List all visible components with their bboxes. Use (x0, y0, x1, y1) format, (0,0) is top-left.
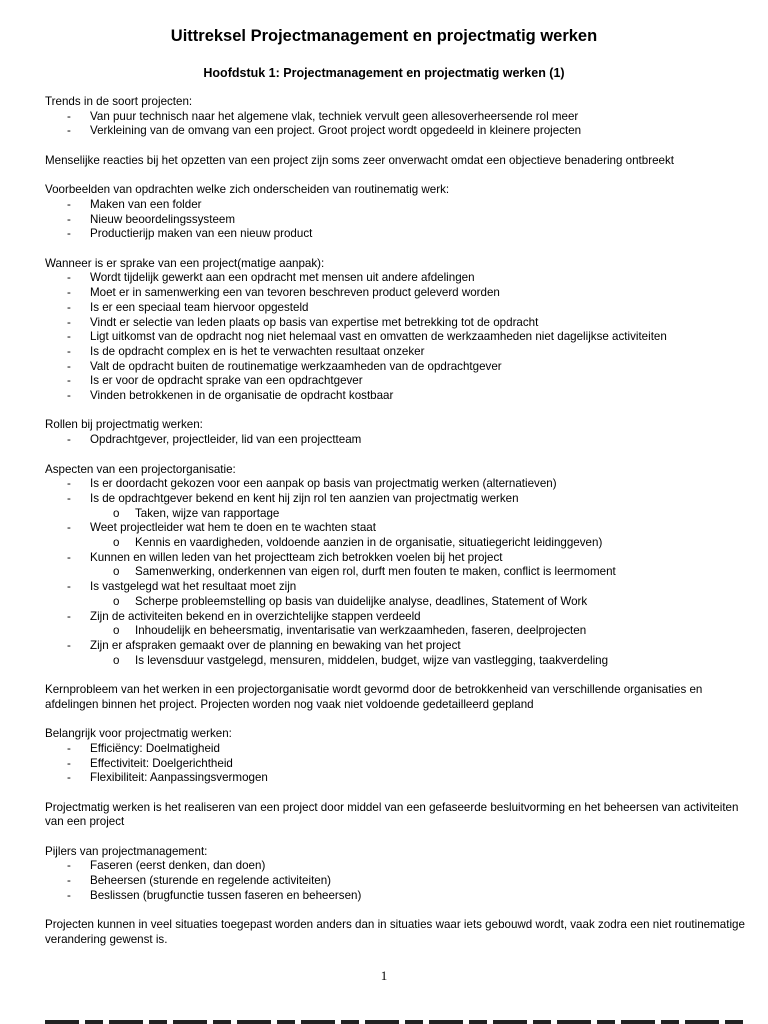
list-item: - Ligt uitkomst van de opdracht nog niet helemaal vast en omvatten de werkzaamheden niet dagelijkse activiteiten (45, 330, 745, 345)
section-belangrijk (45, 727, 745, 786)
section-heading: Pijlers van projectmanagement: (45, 844, 208, 858)
list-item: - Opdrachtgever, projectleider, lid van een projectteam (45, 433, 745, 448)
sub-list-item: o Kennis en vaardigheden, voldoende aanzien in de organisatie, situatiegericht leidinggeven) (45, 536, 745, 551)
list-item: - Is er doordacht gekozen voor een aanpak op basis van projectmatig werken (alternatieven) (45, 477, 745, 492)
page-number: 1 (380, 968, 388, 983)
section-trends (45, 95, 745, 139)
section-pijlers (45, 845, 745, 904)
sub-list-item: o Is levensduur vastgelegd, mensuren, middelen, budget, wijze van vastlegging, taakverdeling (45, 654, 745, 669)
list-item: - Wordt tijdelijk gewerkt aan een opdracht met mensen uit andere afdelingen (45, 271, 745, 286)
section-aspecten (45, 463, 745, 669)
bullet-list (45, 477, 745, 668)
paragraph: Menselijke reacties bij het opzetten van een project zijn soms zeer onverwacht omdat een objectieve benadering ontbreekt (45, 153, 675, 167)
chapter-heading: Hoofdstuk 1: Projectmanagement en projectmatig werken (1) (203, 66, 565, 80)
sub-list-item: o Inhoudelijk en beheersmatig, inventarisatie van werkzaamheden, faseren, deelprojecten (45, 624, 745, 639)
section-rollen (45, 418, 745, 447)
list-item: - Maken van een folder (45, 198, 745, 213)
document-title: Uittreksel Projectmanagement en projectmatig werken (170, 27, 598, 45)
list-item: - Vinden betrokkenen in de organisatie de opdracht kostbaar (45, 389, 745, 404)
sub-list-item: o Samenwerking, onderkennen van eigen rol, durft men fouten te maken, conflict is leermoment (45, 565, 745, 580)
section-heading: Aspecten van een projectorganisatie: (45, 462, 236, 476)
list-item: - Weet projectleider wat hem te doen en te wachten staat (45, 521, 745, 536)
list-item: - Nieuw beoordelingssysteem (45, 213, 745, 228)
list-item: - Beslissen (brugfunctie tussen faseren en beheersen) (45, 889, 745, 904)
bullet-list (45, 859, 745, 903)
next-page-cutoff-text (45, 1016, 745, 1024)
section-heading: Trends in de soort projecten: (45, 95, 193, 108)
list-item: - Productierijp maken van een nieuw product (45, 227, 745, 242)
sub-list-item: o Scherpe probleemstelling op basis van duidelijke analyse, deadlines, Statement of Work (45, 595, 745, 610)
bullet-list (45, 198, 745, 242)
list-item: - Kunnen en willen leden van het projectteam zich betrokken voelen bij het project (45, 551, 745, 566)
list-item: - Verkleining van de omvang van een project. Groot project wordt opgedeeld in kleinere projecten (45, 124, 745, 139)
list-item: - Moet er in samenwerking een van tevoren beschreven product geleverd worden (45, 286, 745, 301)
paragraph: Projectmatig werken is het realiseren van een project door middel van een gefaseerde besluitvorming en het beheersen van activiteiten van een project (45, 800, 739, 829)
list-item: - Vindt er selectie van leden plaats op basis van expertise met betrekking tot de opdracht (45, 316, 745, 331)
list-item: - Is de opdracht complex en is het te verwachten resultaat onzeker (45, 345, 745, 360)
section-definitie (45, 801, 745, 830)
list-item: - Efficiëncy: Doelmatigheid (45, 742, 745, 757)
list-item: - Faseren (eerst denken, dan doen) (45, 859, 745, 874)
list-item: - Is de opdrachtgever bekend en kent hij zijn rol ten aanzien van projectmatig werken (45, 492, 745, 507)
section-wanneer (45, 257, 745, 404)
section-toepassing (45, 918, 745, 947)
section-heading: Rollen bij projectmatig werken: (45, 418, 203, 432)
bullet-list (45, 433, 745, 448)
bullet-list (45, 742, 745, 786)
document-body (45, 95, 745, 962)
list-item: - Is er een speciaal team hiervoor opgesteld (45, 301, 745, 316)
paragraph: Projecten kunnen in veel situaties toegepast worden anders dan in situaties waar iets gebouwd wordt, vaak zodra een niet routinematige verandering gewenst is. (45, 918, 745, 946)
bullet-list (45, 271, 745, 403)
section-heading: Belangrijk voor projectmatig werken: (45, 727, 232, 741)
list-item: - Beheersen (sturende en regelende activiteiten) (45, 874, 745, 889)
list-item: - Van puur technisch naar het algemene vlak, techniek vervult geen allesoverheersende rol meer (45, 110, 745, 125)
list-item: - Zijn de activiteiten bekend en in overzichtelijke stappen verdeeld (45, 610, 745, 625)
section-kernprobleem (45, 683, 745, 712)
section-reacties (45, 154, 745, 169)
list-item: - Valt de opdracht buiten de routinematige werkzaamheden van de opdrachtgever (45, 360, 745, 375)
section-voorbeelden (45, 183, 745, 242)
sub-list-item: o Taken, wijze van rapportage (45, 507, 745, 522)
list-item: - Flexibiliteit: Aanpassingsvermogen (45, 771, 745, 786)
paragraph: Kernprobleem van het werken in een projectorganisatie wordt gevormd door de betrokkenheid van verschillende organisaties en afdelingen binnen het project. Projecten worden nog vaak niet voldoende gedetailleerd gepland (45, 683, 703, 711)
list-item: - Is er voor de opdracht sprake van een opdrachtgever (45, 374, 745, 389)
list-item: - Zijn er afspraken gemaakt over de planning en bewaking van het project (45, 639, 745, 654)
section-heading: Voorbeelden van opdrachten welke zich onderscheiden van routinematig werk: (45, 183, 450, 197)
list-item: - Is vastgelegd wat het resultaat moet zijn (45, 580, 745, 595)
bullet-list (45, 110, 745, 139)
section-heading: Wanneer is er sprake van een project(matige aanpak): (45, 256, 325, 270)
list-item: - Effectiviteit: Doelgerichtheid (45, 757, 745, 772)
